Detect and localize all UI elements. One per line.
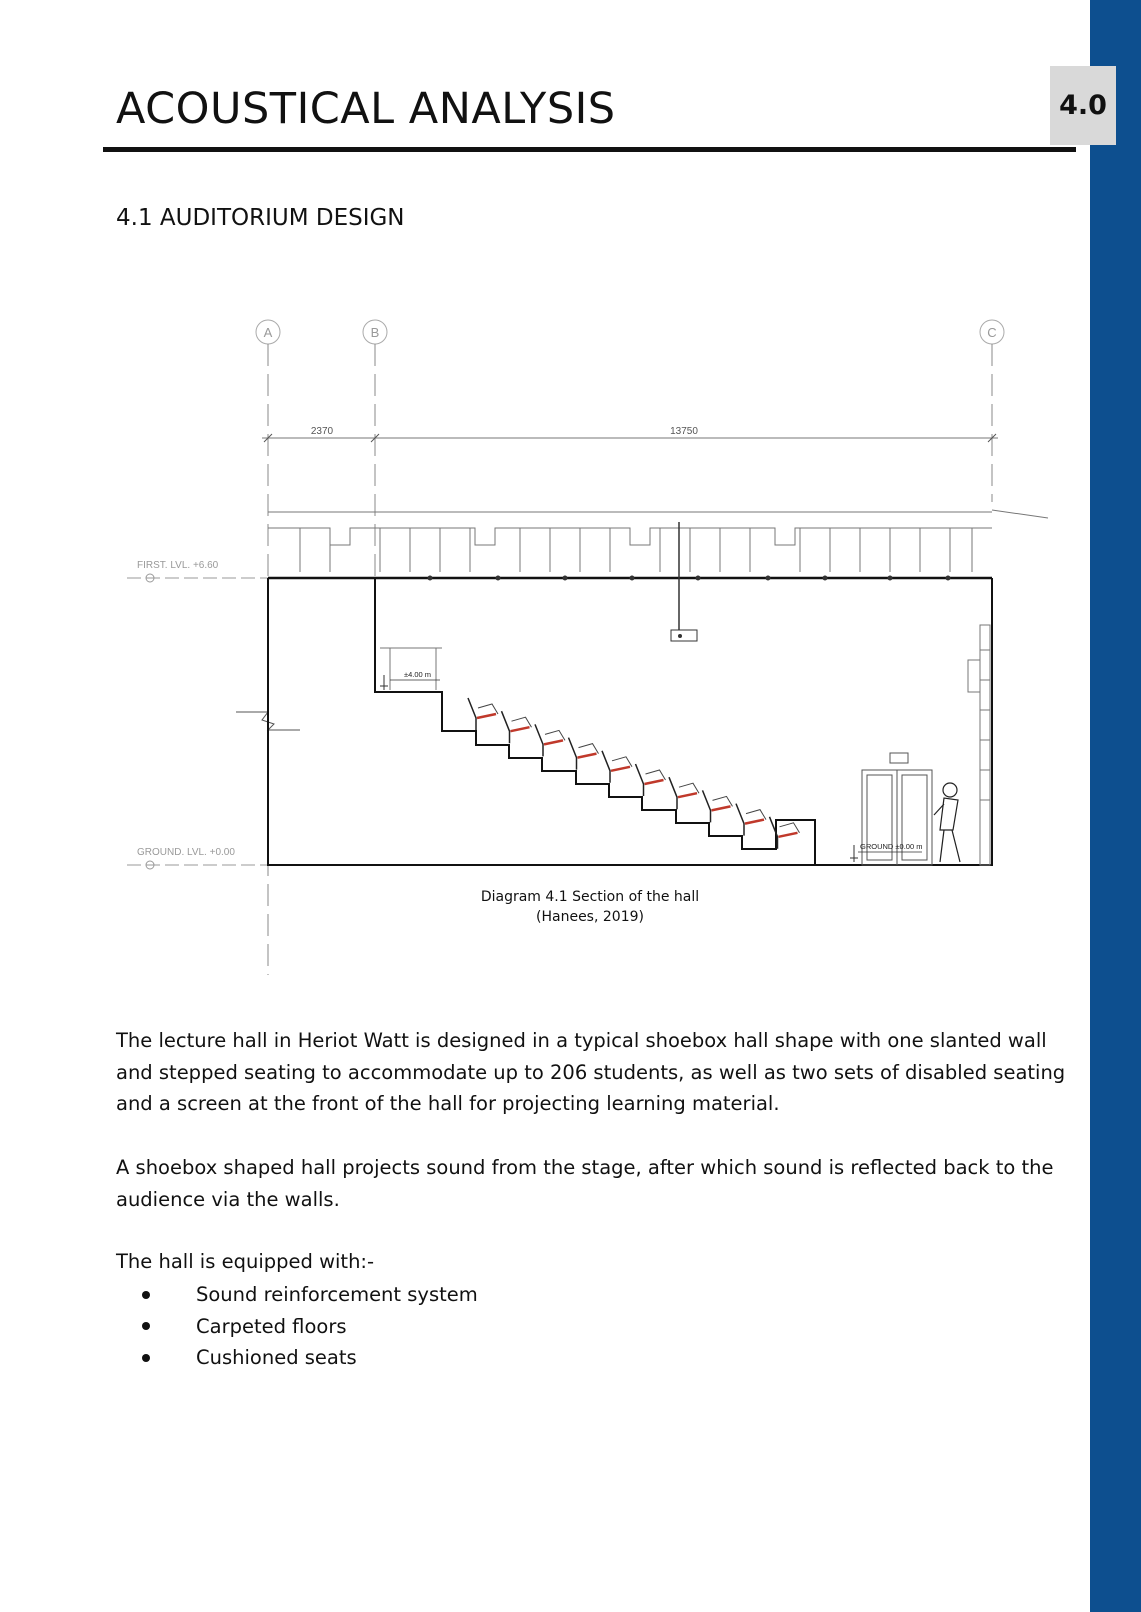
first-level-marker <box>127 560 268 582</box>
paragraph-shoebox: A shoebox shaped hall projects sound from the stage, after which sound is reflected back to the audience via the walls. <box>116 1156 1054 1211</box>
upper-level-label: ±4.00 m <box>404 670 432 679</box>
list-item-text: Sound reinforcement system <box>196 1283 478 1306</box>
side-accent-bar <box>1090 0 1141 1612</box>
grid-label-c: C <box>987 325 997 340</box>
ground-annotation-label: GROUND ±0.00 m <box>860 842 923 851</box>
roof-structure <box>268 510 1048 572</box>
section-number-badge: 4.0 <box>1050 66 1116 145</box>
first-level-label: FIRST. LVL. +6.60 <box>137 560 219 571</box>
list-item-text: Carpeted floors <box>196 1314 347 1338</box>
projector <box>671 522 697 641</box>
seat <box>602 751 632 783</box>
seat <box>502 711 532 743</box>
dimension-line <box>262 426 998 442</box>
grid-label-a: A <box>263 325 273 340</box>
hall-outline <box>268 578 992 865</box>
seat <box>703 790 733 822</box>
title-underline <box>103 147 1076 152</box>
human-figure <box>934 783 960 862</box>
seat <box>669 777 699 809</box>
seat <box>468 698 498 730</box>
bullet-icon <box>142 1322 150 1330</box>
bullet-icon <box>142 1291 150 1299</box>
bullet-icon <box>142 1354 150 1362</box>
equipment-list <box>138 1279 478 1374</box>
ground-level-marker <box>127 847 268 869</box>
list-item <box>138 1279 478 1311</box>
dimension-2370: 2370 <box>310 426 334 437</box>
ground-level-annotation <box>850 842 922 862</box>
seat <box>569 738 599 770</box>
list-item <box>138 1342 478 1374</box>
seat <box>636 764 666 796</box>
list-item <box>138 1311 478 1343</box>
seat-rows <box>468 698 800 849</box>
balcony-rail <box>380 648 442 690</box>
section-heading: 4.1 AUDITORIUM DESIGN <box>116 205 405 231</box>
caption-title: Diagram 4.1 Section of the hall <box>480 889 700 905</box>
dimension-13750: 13750 <box>670 426 698 437</box>
list-item-text: Cushioned seats <box>196 1346 357 1369</box>
seat <box>770 817 800 849</box>
seat <box>736 804 766 836</box>
caption-source: (Hanees, 2019) <box>536 909 644 925</box>
right-wall-panels <box>968 625 990 865</box>
diagram-caption <box>430 887 750 927</box>
grid-label-b: B <box>370 325 380 340</box>
upper-level-annotation <box>380 670 440 690</box>
grid-line-b <box>363 320 387 578</box>
page-title: ACOUSTICAL ANALYSIS <box>116 84 616 134</box>
paragraph-hall-description: The lecture hall in Heriot Watt is designed in a typical shoebox hall shape with one slanted wall and stepped seating to accommodate up to 206 students, as well as two sets of disabled seating and a screen at the front of the hall for projecting learning material. <box>116 1029 1066 1115</box>
ground-level-label: GROUND. LVL. +0.00 <box>137 847 235 858</box>
section-drawing <box>0 300 1060 980</box>
seat <box>535 724 565 756</box>
paragraph-equipment-intro: The hall is equipped with:- <box>116 1250 375 1273</box>
grid-line-c <box>980 320 1004 502</box>
